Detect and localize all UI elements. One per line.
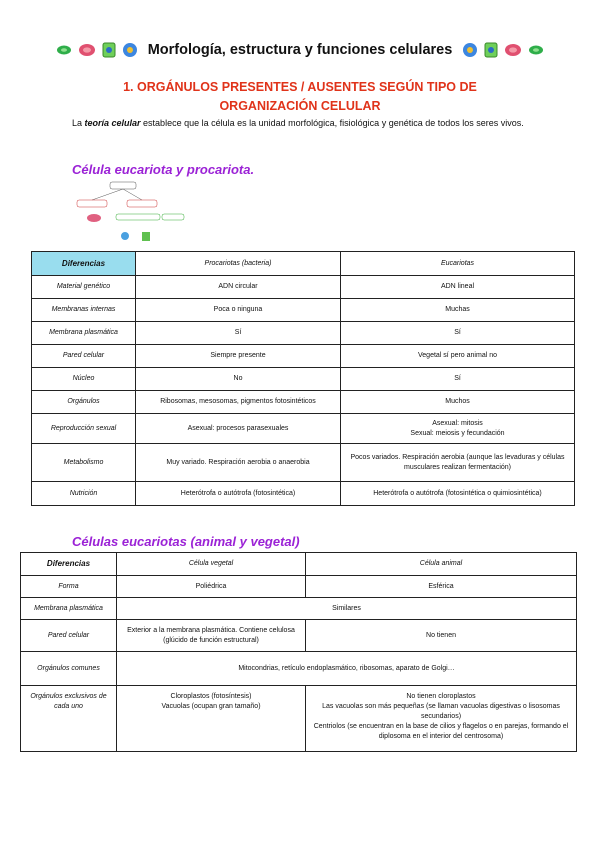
table-row bbox=[21, 598, 577, 620]
table-cell: Muy variado. Respiración aerobia o anaerobia bbox=[136, 444, 341, 482]
table-row bbox=[32, 368, 575, 391]
table-cell: Asexual: mitosis Sexual: meiosis y fecundación bbox=[341, 414, 575, 444]
table-header: Célula animal bbox=[306, 553, 577, 576]
table-cell: Siempre presente bbox=[136, 345, 341, 368]
table-cell: No bbox=[136, 368, 341, 391]
table-cell: ADN lineal bbox=[341, 276, 575, 299]
section-heading-line2: ORGANIZACIÓN CELULAR bbox=[219, 99, 381, 113]
table-row bbox=[32, 444, 575, 482]
table-cell: Membranas internas bbox=[32, 299, 136, 322]
table-row bbox=[32, 345, 575, 368]
table-cell: Pared celular bbox=[32, 345, 136, 368]
table-cell: Heterótrofa o autótrofa (fotosintética o quimiosintética) bbox=[341, 482, 575, 506]
table-cell: Muchas bbox=[341, 299, 575, 322]
title-row bbox=[0, 38, 600, 62]
table-cell: Asexual: procesos parasexuales bbox=[136, 414, 341, 444]
bacteria-icon bbox=[528, 44, 544, 56]
table-cell: Muchos bbox=[341, 391, 575, 414]
table-cell: Sí bbox=[341, 322, 575, 345]
table-cell: Ribosomas, mesosomas, pigmentos fotosintéticos bbox=[136, 391, 341, 414]
table-row bbox=[21, 652, 577, 686]
table-row bbox=[32, 299, 575, 322]
section-heading bbox=[0, 78, 600, 116]
plant-cell-icon bbox=[102, 42, 116, 58]
table-cell: Reproducción sexual bbox=[32, 414, 136, 444]
plant-cell-icon bbox=[484, 42, 498, 58]
table-row bbox=[32, 391, 575, 414]
table-row bbox=[21, 686, 577, 752]
intro-pre: La bbox=[72, 118, 85, 128]
table-row bbox=[21, 576, 577, 598]
table-cell: Exterior a la membrana plasmática. Contiene celulosa (glúcido de función estructural) bbox=[117, 620, 306, 652]
table-cell: Orgánulos exclusivos de cada uno bbox=[21, 686, 117, 752]
table-cell: Similares bbox=[117, 598, 577, 620]
table-header: Eucariotas bbox=[341, 252, 575, 276]
table-row bbox=[32, 322, 575, 345]
table-cell: Sí bbox=[136, 322, 341, 345]
bacteria-icon bbox=[56, 44, 72, 56]
table-cell: Orgánulos comunes bbox=[21, 652, 117, 686]
red-blood-cell-icon bbox=[78, 43, 96, 57]
table-cell: No tienen bbox=[306, 620, 577, 652]
table-header: Célula vegetal bbox=[117, 553, 306, 576]
table-header-row bbox=[21, 553, 577, 576]
subsection-title-1: Célula eucariota y procariota. bbox=[72, 162, 255, 177]
table-header: Diferencias bbox=[32, 252, 136, 276]
animal-cell-icon bbox=[462, 42, 478, 58]
table-cell: Esférica bbox=[306, 576, 577, 598]
intro-post: establece que la célula es la unidad morfológica, fisiológica y genética de todos los seres vivos. bbox=[140, 118, 524, 128]
table-cell: Metabolismo bbox=[32, 444, 136, 482]
table-header-row bbox=[32, 252, 575, 276]
table-cell: Orgánulos bbox=[32, 391, 136, 414]
table-row bbox=[32, 414, 575, 444]
table-cell: Poliédrica bbox=[117, 576, 306, 598]
cell-classification-diagram bbox=[72, 180, 192, 244]
table-cell: Cloroplastos (fotosíntesis) Vacuolas (ocupan gran tamaño) bbox=[117, 686, 306, 752]
page-title: Morfología, estructura y funciones celulares bbox=[147, 42, 453, 58]
table-cell: Pared celular bbox=[21, 620, 117, 652]
table-cell: Vegetal sí pero animal no bbox=[341, 345, 575, 368]
table-cell: Pocos variados. Respiración aerobia (aunque las levaduras y células musculares realizan fermentación) bbox=[341, 444, 575, 482]
intro-term: teoría celular bbox=[84, 118, 141, 128]
animal-plant-table bbox=[20, 552, 577, 752]
table-cell: No tienen cloroplastos Las vacuolas son más pequeñas (se llaman vacuolas digestivas o lisosomas secundarios) Centriolos (se encuentran en la base de cilios y flagelos o en parejas, formando el diplosoma en el interior del centrosoma) bbox=[306, 686, 577, 752]
table-header: Procariotas (bacteria) bbox=[136, 252, 341, 276]
section-heading-line1: 1. ORGÁNULOS PRESENTES / AUSENTES SEGÚN TIPO DE bbox=[123, 80, 477, 94]
prokaryote-eukaryote-table bbox=[31, 251, 575, 506]
subsection-title-2: Células eucariotas (animal y vegetal) bbox=[72, 534, 300, 549]
table-cell: Poca o ninguna bbox=[136, 299, 341, 322]
intro-paragraph bbox=[72, 116, 542, 130]
table-cell: Membrana plasmática bbox=[32, 322, 136, 345]
table-cell: Material genético bbox=[32, 276, 136, 299]
table-cell: Forma bbox=[21, 576, 117, 598]
table-cell: ADN circular bbox=[136, 276, 341, 299]
table-row bbox=[32, 276, 575, 299]
table-cell: Membrana plasmática bbox=[21, 598, 117, 620]
animal-cell-icon bbox=[122, 42, 138, 58]
table-cell: Sí bbox=[341, 368, 575, 391]
table-cell: Heterótrofa o autótrofa (fotosintética) bbox=[136, 482, 341, 506]
table-row bbox=[21, 620, 577, 652]
red-blood-cell-icon bbox=[504, 43, 522, 57]
table-header: Diferencias bbox=[21, 553, 117, 576]
table-row bbox=[32, 482, 575, 506]
table-cell: Nutrición bbox=[32, 482, 136, 506]
table-cell: Mitocondrias, retículo endoplasmático, ribosomas, aparato de Golgi… bbox=[117, 652, 577, 686]
table-cell: Núcleo bbox=[32, 368, 136, 391]
